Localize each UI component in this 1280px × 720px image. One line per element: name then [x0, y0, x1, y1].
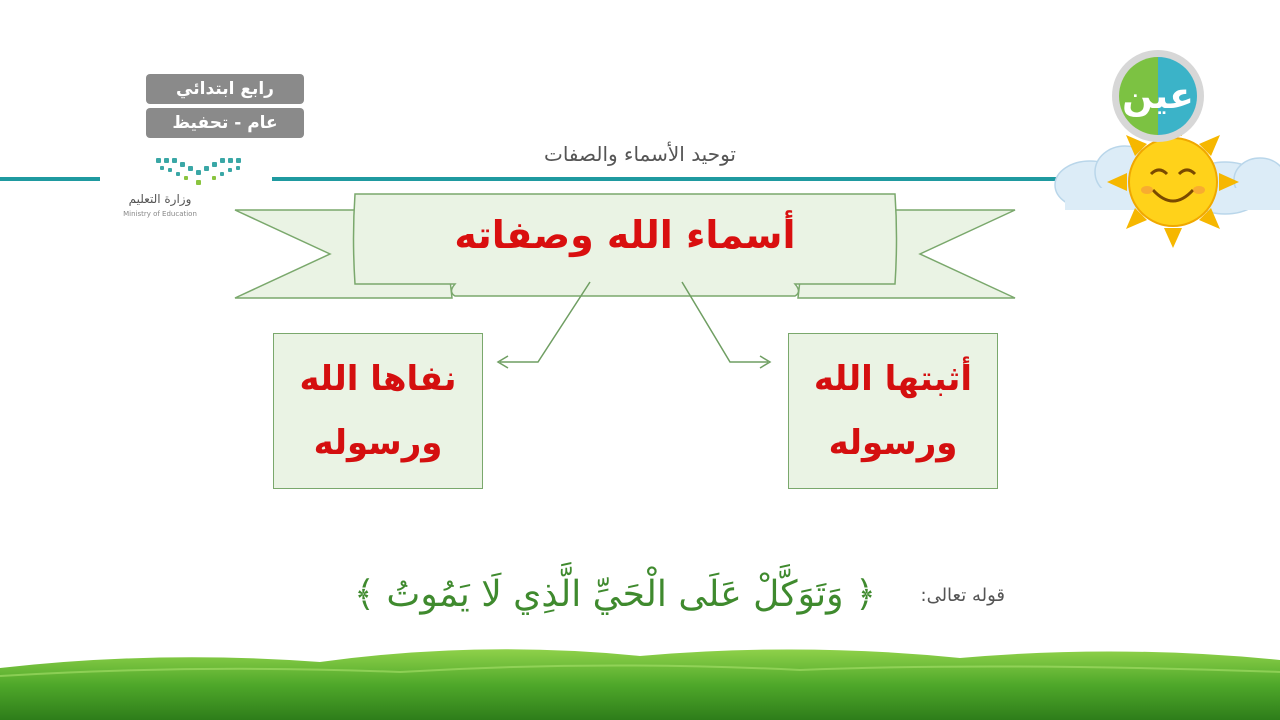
concept-box-negated [273, 333, 483, 489]
lesson-title: توحيد الأسماء والصفات [544, 142, 736, 166]
concept-box-affirmed [788, 333, 998, 489]
channel-logo [1112, 50, 1204, 142]
channel-logo-text: عين [1122, 75, 1194, 117]
grade-badge: رابع ابتدائي [146, 74, 304, 104]
header-divider-left [0, 177, 100, 181]
ministry-name-ar: وزارة التعليم [128, 192, 192, 206]
connector-arrows [490, 278, 790, 378]
concept-affirmed-line2: ورسوله [828, 423, 958, 463]
verse-intro: قوله تعالى: [920, 585, 1005, 606]
concept-affirmed-line1: أثبتها الله [813, 359, 973, 399]
concept-negated-line1: نفاها الله [299, 359, 457, 399]
track-badge: عام - تحفيظ [146, 108, 304, 138]
concept-negated-line2: ورسوله [313, 423, 443, 463]
ministry-name-en: Ministry of Education [123, 210, 197, 218]
channel-logo-inner [1119, 57, 1197, 135]
ribbon-title: أسماء الله وصفاته [454, 213, 796, 257]
verse-text: ﴿ وَتَوَكَّلْ عَلَى الْحَيِّ الَّذِي لَا يَمُوتُ ﴾ [353, 574, 877, 615]
ministry-logo-icon [150, 152, 250, 188]
